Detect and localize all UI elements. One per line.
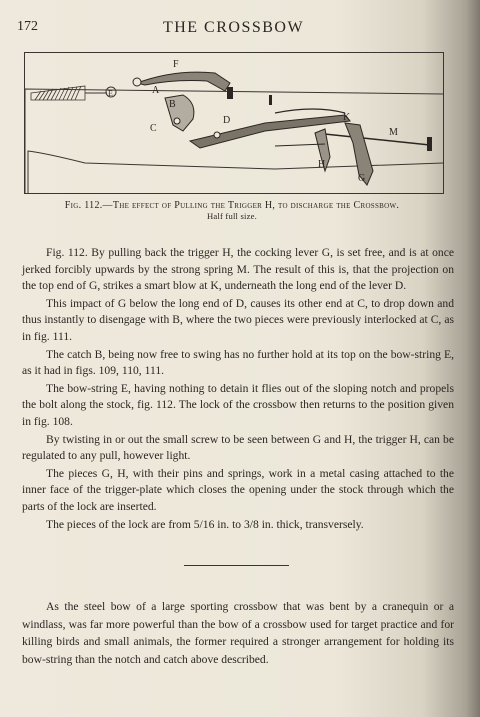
running-title: THE CROSSBOW: [162, 19, 305, 36]
crossbow-lock-illustration: [25, 53, 443, 193]
figure-label-f: F: [173, 59, 179, 70]
page-number: 172: [17, 19, 38, 34]
paragraph-8: As the steel bow of a large sporting crossbow that was bent by a cranequin or a windlass, was far more powerful than the bow of a crossbow used for target practice and for killing birds and small animals, the former required a stronger arrangement for holding its bow-string than the notch and catch above described.: [22, 600, 454, 666]
figure-label-e: E: [108, 89, 113, 98]
paragraph-4: The bow-string E, having nothing to detain it flies out of the sloping notch and propels the bolt along the stock, fig. 112. The lock of the crossbow then returns to the position given in fig. 108.: [22, 381, 454, 428]
figure-caption: [22, 200, 442, 222]
figure-label-b: B: [169, 99, 176, 110]
caption-scale: Half full size.: [206, 211, 257, 221]
figure-label-c: C: [150, 123, 157, 134]
figure-label-a: A: [152, 85, 160, 96]
figure-label-d: D: [223, 115, 231, 126]
paragraph-3: The catch B, being now free to swing has no further hold at its top on the bow-string E, as it had in figs. 109, 110, 111.: [22, 347, 454, 378]
paragraph-5: By twisting in or out the small screw to be seen between G and H, the trigger H, can be regulated to any pull, however light.: [22, 432, 454, 463]
figure-112: [24, 52, 444, 194]
body-text-continued: [22, 598, 454, 668]
paragraph-6: The pieces G, H, with their pins and springs, work in a metal casing attached to the inner face of the trigger-plate which closes the opening under the stock through which the parts of the lock are inserted.: [22, 466, 454, 513]
figure-label-g: G: [358, 173, 366, 184]
figure-label-h: H: [318, 159, 326, 170]
paragraph-1: Fig. 112. By pulling back the trigger H, the cocking lever G, is set free, and is at once jerked forcibly upwards by the strong spring M. The result of this is, that the projection on the top end of G, strikes a smart blow at K, underneath the long end of the lever D.: [22, 246, 454, 293]
caption-title: Fig. 112.—The effect of Pulling the Trigger H, to discharge the Crossbow.: [64, 200, 400, 211]
page-header: [17, 19, 450, 39]
section-divider: [184, 565, 289, 566]
body-text: [22, 245, 454, 534]
paragraph-2: This impact of G below the long end of D, causes its other end at C, to drop down and thus instantly to disengage with B, where the two pieces were previously interlocked at C, as in fig. 111.: [22, 296, 454, 343]
figure-label-k: K: [343, 112, 351, 123]
paragraph-7: The pieces of the lock are from 5/16 in. to 3/8 in. thick, transversely.: [46, 517, 364, 531]
figure-label-m: M: [389, 127, 398, 138]
